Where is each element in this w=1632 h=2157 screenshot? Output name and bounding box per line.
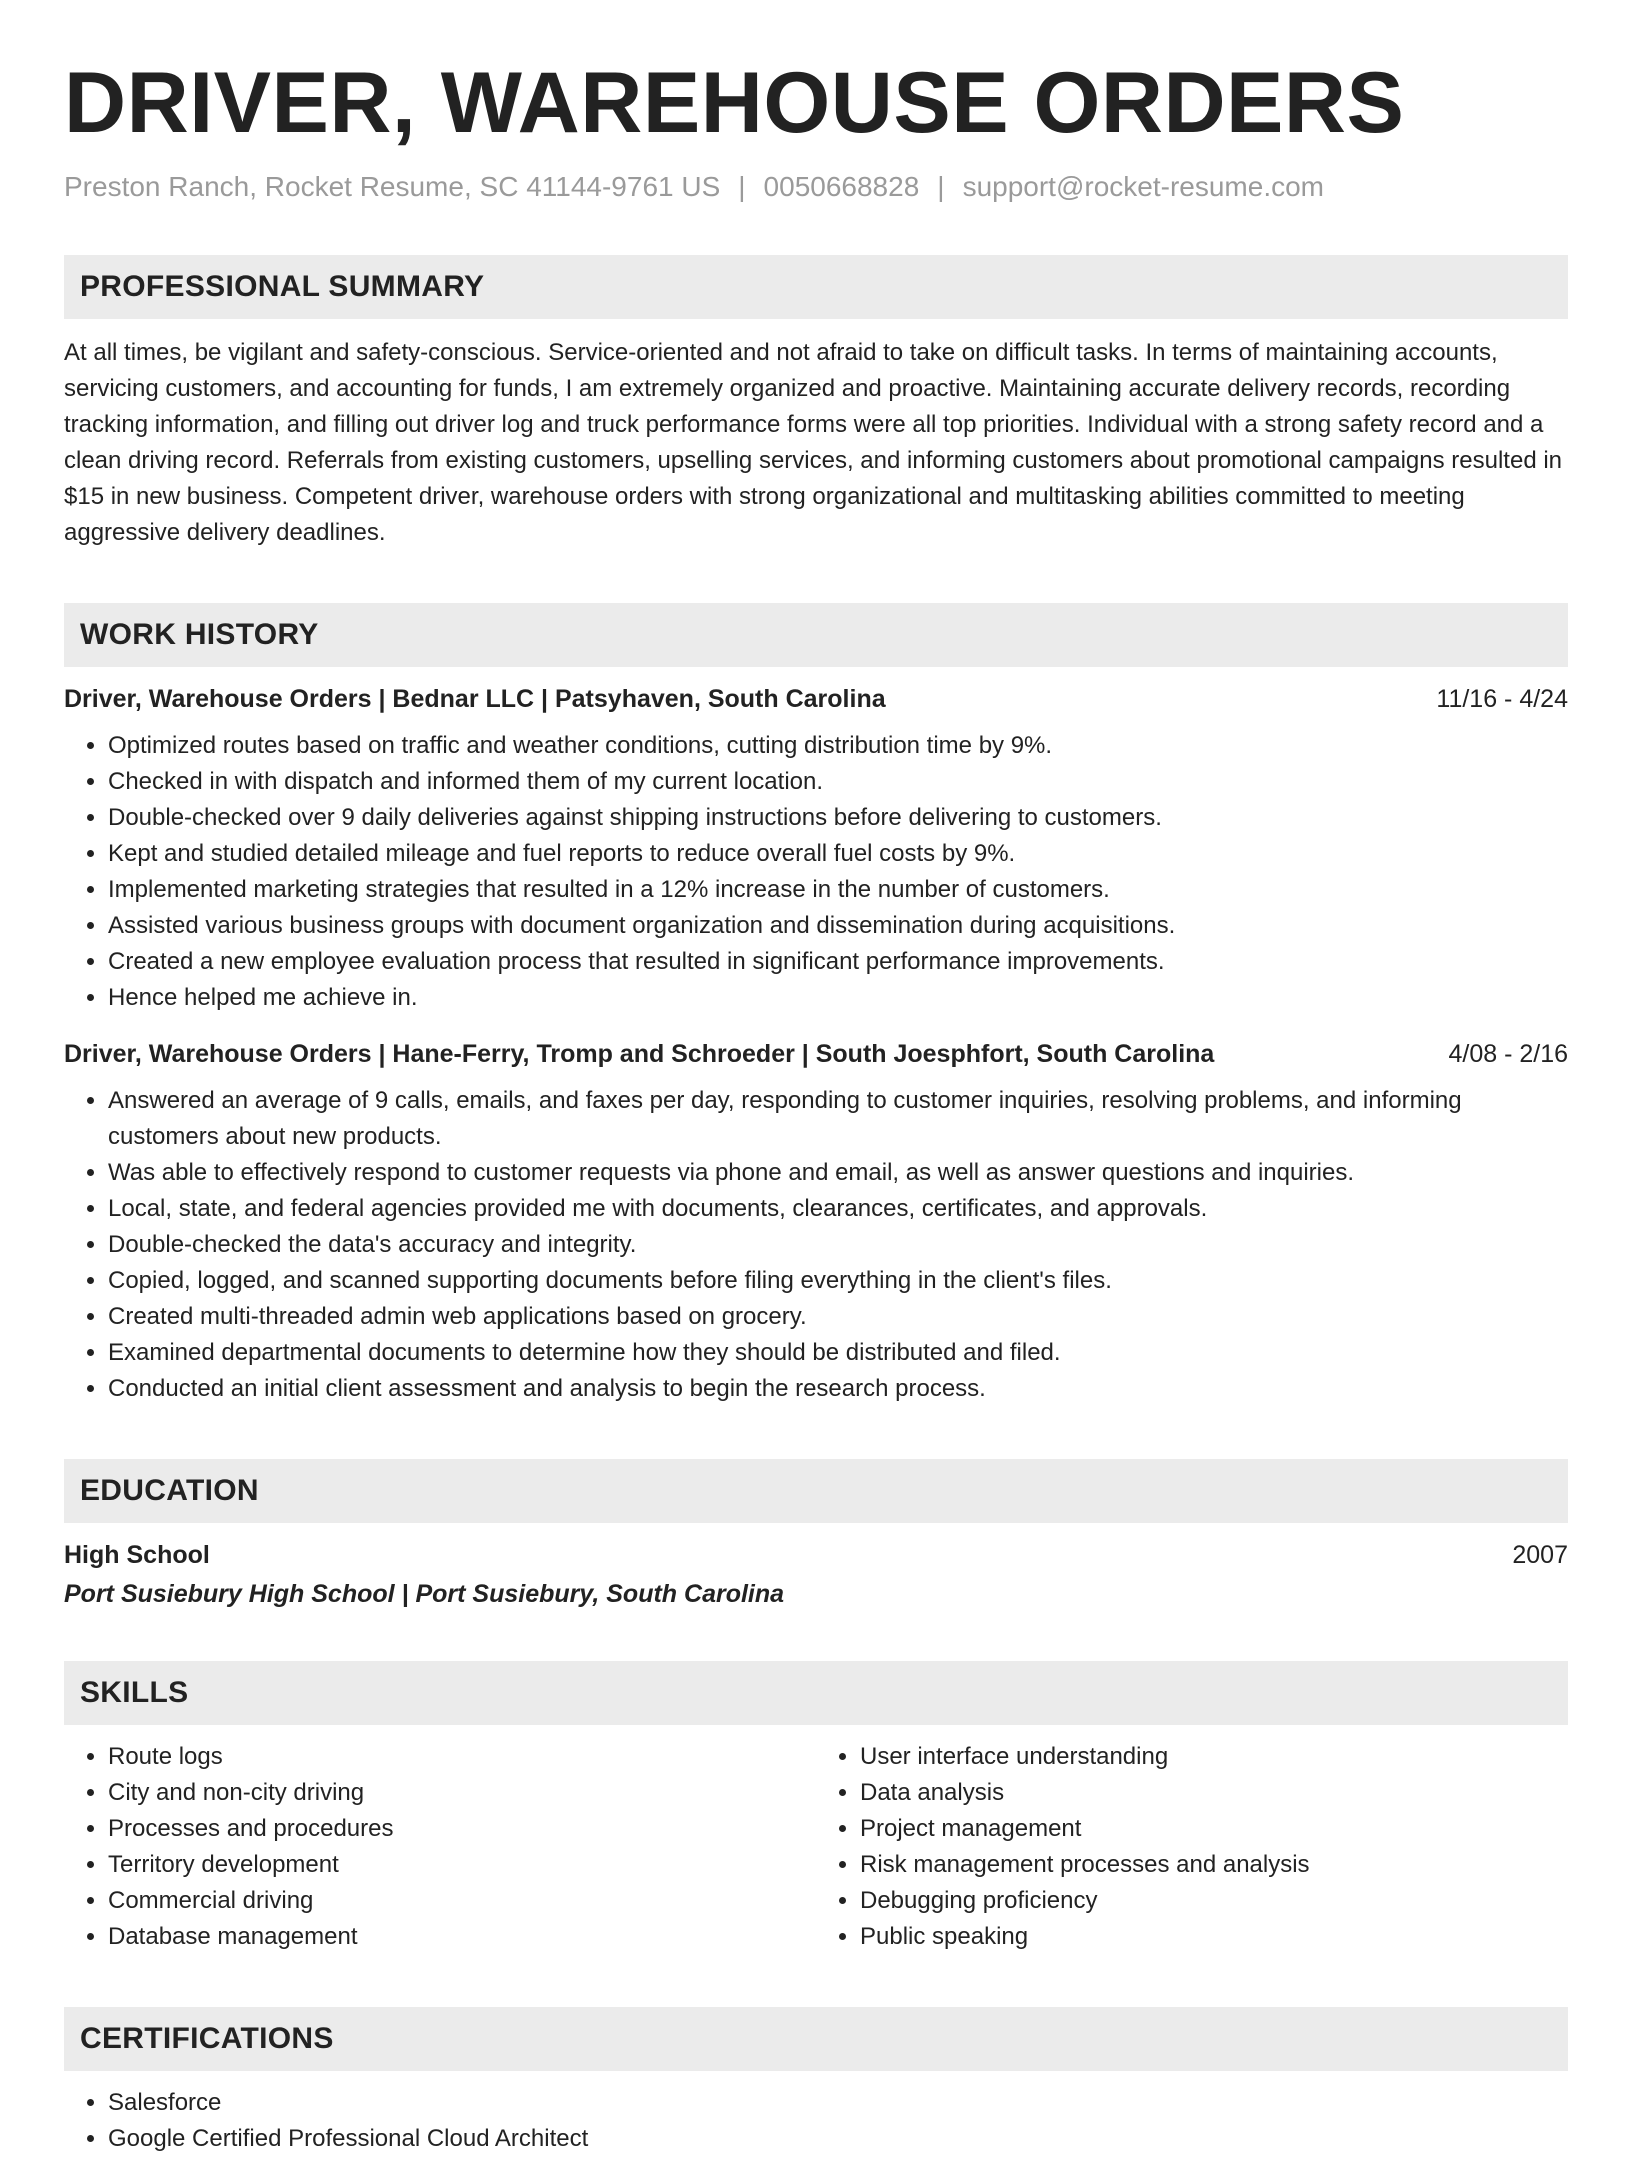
list-item: • Salesforce xyxy=(108,2085,1568,2121)
list-item: • Answered an average of 9 calls, emails, and faxes per day, responding to customer inquiries, resolving problems, and informing customers about new products. xyxy=(108,1083,1568,1155)
job-header xyxy=(64,1040,1568,1069)
job-entry xyxy=(64,1040,1568,1407)
list-item: • Local, state, and federal agencies provided me with documents, clearances, certificates, and approvals. xyxy=(108,1191,1568,1227)
contact-separator: | xyxy=(738,170,746,202)
contact-address: Preston Ranch, Rocket Resume, SC 41144-9761 US xyxy=(64,170,721,202)
section-heading-education: EDUCATION xyxy=(64,1459,1568,1523)
list-item: • City and non-city driving xyxy=(108,1775,816,1811)
list-item: • Territory development xyxy=(108,1847,816,1883)
contact-email: support@rocket-resume.com xyxy=(962,170,1324,202)
list-item: • Assisted various business groups with document organization and dissemination during acquisitions. xyxy=(108,908,1568,944)
education-school: Port Susiebury High School | Port Susiebury, South Carolina xyxy=(64,1579,785,1608)
list-item: • Was able to effectively respond to customer requests via phone and email, as well as answer questions and inquiries. xyxy=(108,1155,1568,1191)
job-bullets xyxy=(64,1083,1568,1407)
list-item: • Created multi-threaded admin web applications based on grocery. xyxy=(108,1299,1568,1335)
job-entry xyxy=(64,685,1568,1016)
skills-list-left xyxy=(64,1739,816,1955)
list-item: • Debugging proficiency xyxy=(860,1883,1568,1919)
list-item: • Created a new employee evaluation process that resulted in significant performance improvements. xyxy=(108,944,1568,980)
list-item: • Commercial driving xyxy=(108,1883,816,1919)
list-item: • Google Certified Professional Cloud Architect xyxy=(108,2121,1568,2157)
job-title: Driver, Warehouse Orders | Hane-Ferry, Tromp and Schroeder | South Joesphfort, South Carolina xyxy=(64,1039,1215,1068)
contact-separator: | xyxy=(937,170,945,202)
list-item: • Database management xyxy=(108,1919,816,1955)
list-item: • Checked in with dispatch and informed them of my current location. xyxy=(108,764,1568,800)
list-item: • Copied, logged, and scanned supporting documents before filing everything in the client's files. xyxy=(108,1263,1568,1299)
skills-list-right xyxy=(816,1739,1568,1955)
job-bullets xyxy=(64,728,1568,1016)
list-item: • Processes and procedures xyxy=(108,1811,816,1847)
list-item: • Route logs xyxy=(108,1739,816,1775)
list-item: • Examined departmental documents to determine how they should be distributed and filed. xyxy=(108,1335,1568,1371)
job-dates: 4/08 - 2/16 xyxy=(1448,1039,1568,1068)
list-item: • User interface understanding xyxy=(860,1739,1568,1775)
section-heading-certifications: CERTIFICATIONS xyxy=(64,2007,1568,2071)
list-item: • Double-checked the data's accuracy and integrity. xyxy=(108,1227,1568,1263)
list-item: • Public speaking xyxy=(860,1919,1568,1955)
education-header xyxy=(64,1541,1568,1570)
list-item: • Implemented marketing strategies that resulted in a 12% increase in the number of customers. xyxy=(108,872,1568,908)
list-item: • Double-checked over 9 daily deliveries against shipping instructions before delivering to customers. xyxy=(108,800,1568,836)
job-dates: 11/16 - 4/24 xyxy=(1436,684,1568,713)
list-item: • Conducted an initial client assessment and analysis to begin the research process. xyxy=(108,1371,1568,1407)
list-item: • Project management xyxy=(860,1811,1568,1847)
certifications-list xyxy=(64,2085,1568,2157)
list-item: • Data analysis xyxy=(860,1775,1568,1811)
summary-text: At all times, be vigilant and safety-conscious. Service-oriented and not afraid to take on difficult tasks. In terms of maintaining accounts, servicing customers, and accounting for funds, I am extremely organized and proactive. Maintaining accurate delivery records, recording tracking information, and filling out driver log and truck performance forms were all top priorities. Individual with a strong safety record and a clean driving record. Referrals from existing customers, upselling services, and informing customers about promotional campaigns resulted in $15 in new business. Competent driver, warehouse orders with strong organizational and multitasking abilities committed to meeting aggressive delivery deadlines. xyxy=(64,338,1563,546)
list-item: • Risk management processes and analysis xyxy=(860,1847,1568,1883)
section-heading-work: WORK HISTORY xyxy=(64,603,1568,667)
job-title: Driver, Warehouse Orders | Bednar LLC | Patsyhaven, South Carolina xyxy=(64,684,886,713)
education-degree: High School xyxy=(64,1540,210,1569)
contact-line xyxy=(64,171,1568,203)
list-item: • Kept and studied detailed mileage and fuel reports to reduce overall fuel costs by 9%. xyxy=(108,836,1568,872)
resume-name: DRIVER, WAREHOUSE ORDERS xyxy=(64,55,1405,151)
job-header xyxy=(64,685,1568,714)
section-heading-skills: SKILLS xyxy=(64,1661,1568,1725)
section-heading-summary: PROFESSIONAL SUMMARY xyxy=(64,255,1568,319)
list-item: • Hence helped me achieve in. xyxy=(108,980,1568,1016)
contact-phone: 0050668828 xyxy=(763,170,920,202)
list-item: • Optimized routes based on traffic and weather conditions, cutting distribution time by 9%. xyxy=(108,728,1568,764)
education-year: 2007 xyxy=(1512,1540,1568,1569)
skills-columns xyxy=(64,1739,1568,1955)
